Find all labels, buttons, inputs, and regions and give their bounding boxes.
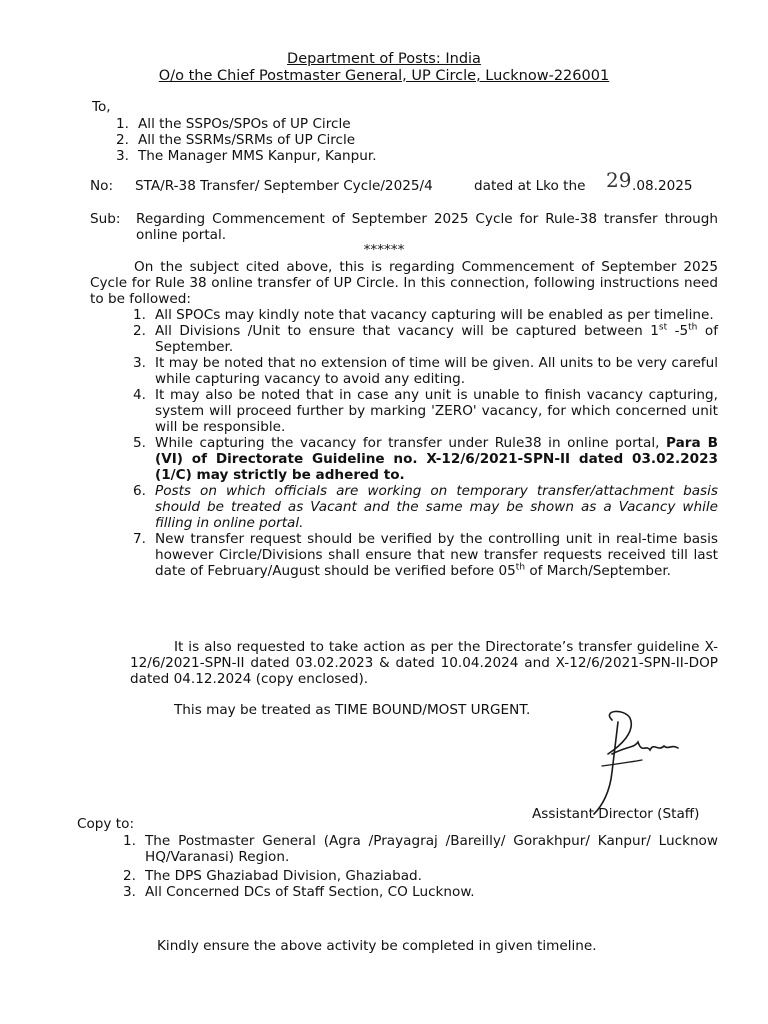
- intro-paragraph: On the subject cited above, this is regarding Commencement of September 2025 Cycle for Rule 38 online transfer of UP Circle. In this connection, following instructions need to be followed:: [90, 259, 718, 307]
- header-department: Department of Posts: India: [287, 51, 481, 67]
- urgent-note: This may be treated as TIME BOUND/MOST URGENT.: [174, 702, 531, 718]
- list-item: 3. The Manager MMS Kanpur, Kanpur.: [116, 148, 377, 164]
- separator: ******: [363, 242, 405, 258]
- list-item: 5. While capturing the vacancy for transfer under Rule38 in online portal, Para B (VI) of Directorate Guideline no. X-12/6/2021-SPN-II dated 03.02.2023 (1/C) may strictly be adhered to.: [133, 435, 718, 483]
- instructions-list: [133, 307, 718, 579]
- list-item: 1. The Postmaster General (Agra /Prayagraj /Bareilly/ Gorakhpur/ Kanpur/ Lucknow HQ/Varanasi) Region.: [123, 833, 718, 865]
- closing-note: Kindly ensure the above activity be completed in given timeline.: [157, 938, 597, 954]
- to-label: To,: [92, 99, 111, 115]
- guideline-paragraph: It is also requested to take action as per the Directorate’s transfer guideline X-12/6/2021-SPN-II dated 03.02.2023 & dated 10.04.2024 and X-12/6/2021-SPN-II-DOP dated 04.12.2024 (copy enclosed).: [130, 639, 718, 687]
- copy-to-list: [123, 833, 718, 900]
- list-item: 2. All Divisions /Unit to ensure that vacancy will be captured between 1st -5th of September.: [133, 322, 718, 355]
- ref-number: STA/R-38 Transfer/ September Cycle/2025/4: [135, 178, 433, 194]
- list-item: 3. It may be noted that no extension of time will be given. All units to be very careful while capturing vacancy to avoid any editing.: [133, 355, 718, 387]
- list-item: 1. All SPOCs may kindly note that vacancy capturing will be enabled as per timeline.: [133, 307, 714, 323]
- list-item: 3. All Concerned DCs of Staff Section, CO Lucknow.: [123, 884, 475, 900]
- copy-to-label: Copy to:: [77, 816, 135, 832]
- ref-date-rest: .08.2025: [632, 178, 693, 194]
- ref-dated-prefix: dated at Lko the: [474, 178, 586, 194]
- list-item: 2. The DPS Ghaziabad Division, Ghaziabad.: [123, 868, 422, 884]
- list-item: 6. Posts on which officials are working on temporary transfer/attachment basis should be treated as Vacant and the same may be shown as a Vacancy while filling in online portal.: [133, 483, 718, 531]
- signature-mark: [572, 702, 692, 822]
- subject-text: Regarding Commencement of September 2025 Cycle for Rule-38 transfer through online portal.: [136, 211, 718, 243]
- list-item: 1. All the SSPOs/SPOs of UP Circle: [116, 116, 351, 132]
- list-item: 2. All the SSRMs/SRMs of UP Circle: [116, 132, 356, 148]
- handwritten-date-day: 29: [606, 168, 632, 192]
- header-office: O/o the Chief Postmaster General, UP Circle, Lucknow-226001: [158, 68, 610, 84]
- list-item: 4. It may also be noted that in case any unit is unable to finish vacancy capturing, system will proceed further by marking 'ZERO' vacancy, for which concerned unit will be responsible.: [133, 387, 718, 435]
- subject-label: Sub:: [90, 211, 121, 227]
- signatory-designation: Assistant Director (Staff): [532, 806, 700, 822]
- to-list: [116, 116, 516, 164]
- ref-label: No:: [90, 178, 114, 194]
- list-item: 7. New transfer request should be verified by the controlling unit in real-time basis however Circle/Divisions shall ensure that new transfer requests received till last date of February/August should be verified before 05th of March/September.: [133, 531, 718, 579]
